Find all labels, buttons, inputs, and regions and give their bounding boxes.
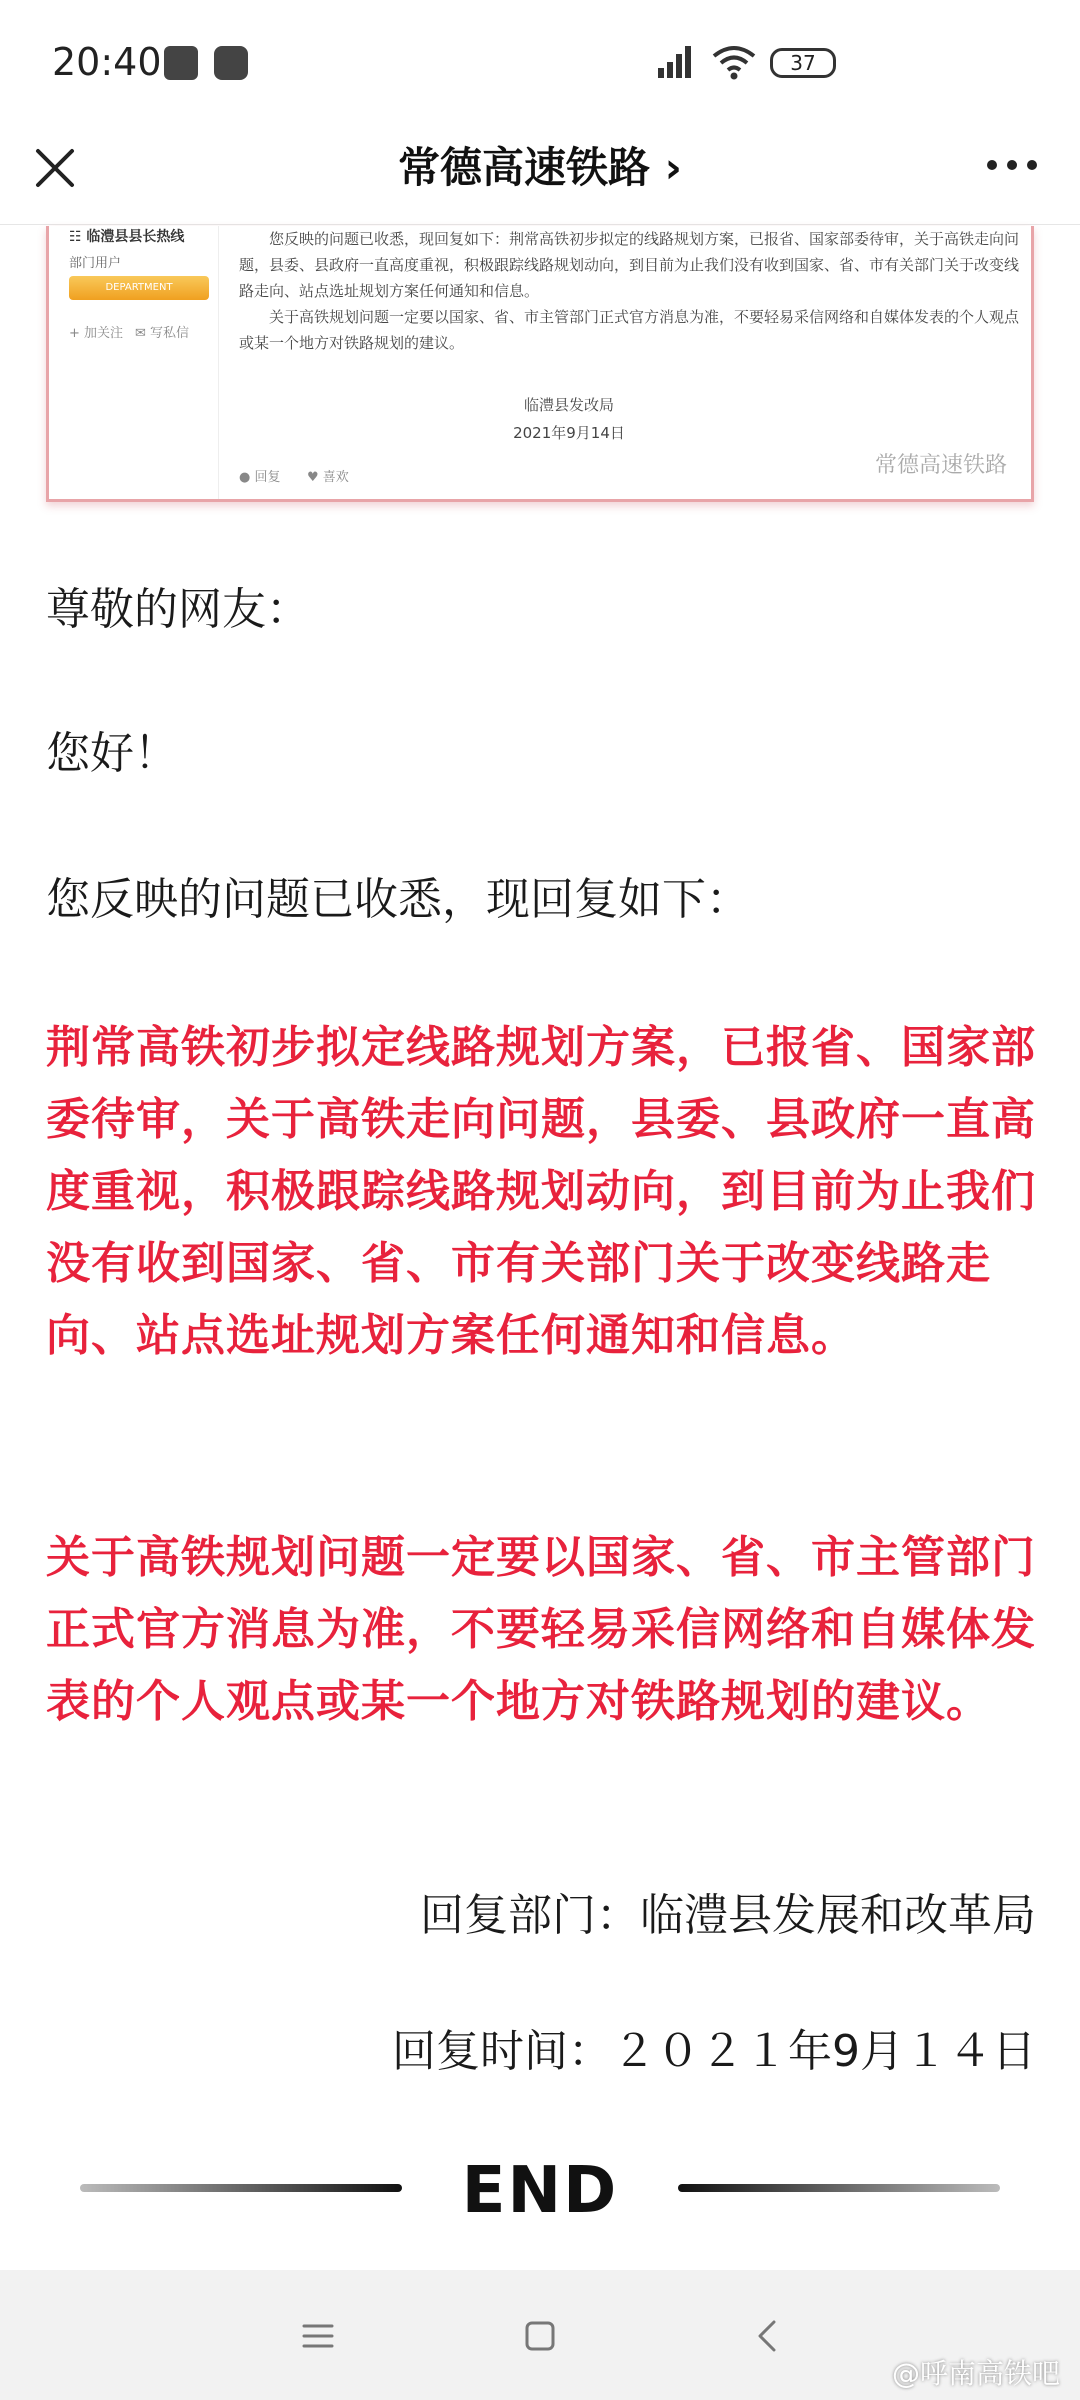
- card-follow: + 加关注: [69, 326, 124, 341]
- message-icon: [164, 46, 198, 80]
- status-bar: [0, 0, 1080, 115]
- card-paragraph: 关于高铁规划问题一定要以国家、省、市主管部门正式官方消息为准，不要轻易采信网络和自媒体发表的个人观点或某一个地方对铁路规划的建议。: [239, 308, 1020, 352]
- back-icon[interactable]: [740, 2308, 796, 2364]
- wifi-icon: [710, 42, 758, 82]
- app-icon: [214, 46, 248, 80]
- card-signature-org: 临澧县发改局: [523, 396, 614, 414]
- divider-line: [678, 2184, 1000, 2192]
- card-watermark: 常德高速铁路: [874, 453, 1007, 478]
- home-icon[interactable]: [512, 2308, 568, 2364]
- card-role: 部门用户: [69, 256, 122, 271]
- end-text: END: [461, 2154, 619, 2228]
- more-icon[interactable]: [984, 155, 1040, 175]
- menu-icon[interactable]: [290, 2308, 346, 2364]
- reply-time: 回复时间：２０２１年9月１４日: [392, 2026, 1036, 2077]
- nav-bar: [0, 115, 1080, 225]
- card-signature-date: 2021年9月14日: [513, 424, 625, 442]
- signal-icon: [654, 40, 696, 82]
- received-text: 您反映的问题已收悉，现回复如下：: [46, 874, 750, 925]
- card-reply: ● 回复: [239, 470, 281, 485]
- system-nav-bar: [0, 2270, 1080, 2400]
- account-title[interactable]: 常德高速铁路 ›: [398, 143, 682, 192]
- highlight-paragraph: 荆常高铁初步拟定线路规划方案，已报省、国家部委待审，关于高铁走向问题，县委、县政府一直高度重视，积极跟踪线路规划动向，到目前为止我们没有收到国家、省、市有关部门关于改变线路走向、站点选址规划方案任何通知和信息。: [46, 1022, 1036, 1361]
- status-time: 20:40: [52, 40, 162, 84]
- hello: 您好！: [46, 728, 178, 779]
- card-paragraph: 您反映的问题已收悉，现回复如下：荆常高铁初步拟定的线路规划方案，已报省、国家部委待审，关于高铁走向问题，县委、县政府一直高度重视，积极跟踪线路规划动向，到目前为止我们没有收到国家、省、市有关部门关于改变线路走向、站点选址规划方案任何通知和信息。: [239, 230, 1020, 300]
- card-like: ♥ 喜欢: [307, 470, 349, 485]
- card-sidebar: [49, 226, 219, 502]
- department-badge: DEPARTMENT: [69, 276, 209, 300]
- reply-department: 回复部门：临澧县发展和改革局: [420, 1890, 1036, 1941]
- card-body: [239, 226, 1019, 356]
- greeting: 尊敬的网友：: [46, 584, 310, 635]
- battery-icon: 37: [770, 48, 836, 78]
- highlight-paragraph: 关于高铁规划问题一定要以国家、省、市主管部门正式官方消息为准，不要轻易采信网络和自媒体发表的个人观点或某一个地方对铁路规划的建议。: [46, 1532, 1036, 1727]
- watermark: @呼南高铁吧: [891, 2357, 1060, 2390]
- end-divider: [0, 2150, 1080, 2230]
- card-private-message: ✉ 写私信: [135, 326, 190, 341]
- embedded-screenshot: [46, 226, 1034, 502]
- card-username: ☷ 临澧县县长热线: [69, 229, 185, 245]
